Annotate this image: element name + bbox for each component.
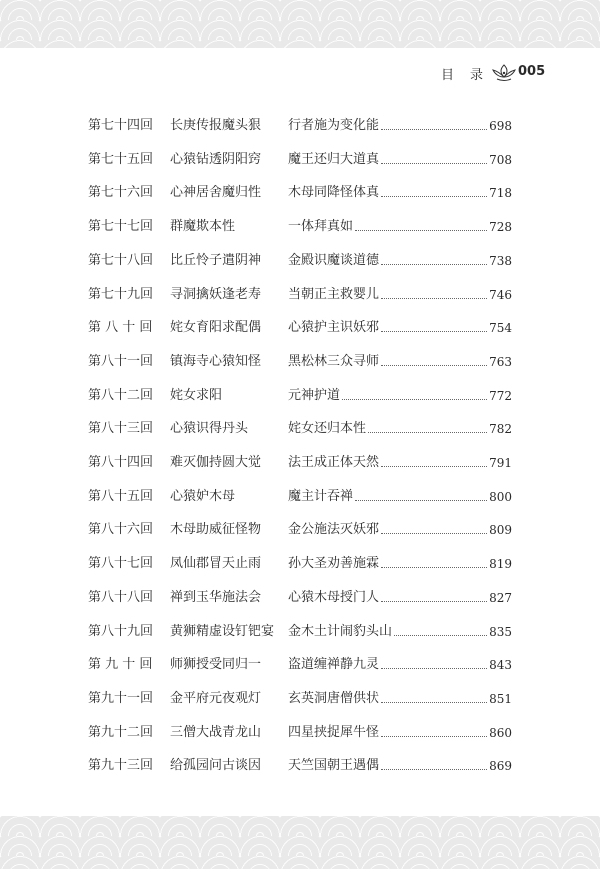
toc-dot-leader — [381, 768, 487, 770]
toc-title-first-half: 心神居舍魔归性 — [170, 185, 262, 201]
toc-row — [0, 587, 600, 609]
toc-page-number: 851 — [489, 691, 512, 706]
header-title-char-1: 目 — [441, 68, 456, 83]
toc-chapter-number: 第七十八回 — [88, 252, 154, 268]
toc-page-number: 835 — [489, 624, 512, 639]
toc-dot-leader — [381, 263, 487, 265]
toc-title-second-half: 金公施法灭妖邪 — [288, 522, 380, 538]
toc-chapter-number: 第八十七回 — [88, 556, 154, 572]
toc-chapter-number: 第八十二回 — [88, 387, 154, 403]
toc-title-first-half: 木母助威征怪物 — [170, 522, 262, 538]
toc-chapter-number: 第七十六回 — [88, 185, 154, 201]
toc-page-number: 809 — [489, 523, 512, 538]
toc-dot-leader — [381, 701, 487, 703]
page-header — [0, 64, 600, 84]
toc-chapter-number: 第九十三回 — [88, 758, 154, 774]
toc-dot-leader — [381, 330, 487, 332]
toc-title-second-half: 木母同降怪体真 — [288, 185, 380, 201]
toc-title-first-half: 金平府元夜观灯 — [170, 690, 262, 706]
toc-chapter-number: 第七十五回 — [88, 151, 154, 167]
toc-title-second-half: 金殿识魔谈道德 — [288, 252, 380, 268]
toc-page-number: 738 — [489, 253, 512, 268]
toc-page-number: 698 — [489, 119, 512, 133]
toc-dot-leader — [342, 398, 487, 400]
toc-title-second-half: 姹女还归本性 — [288, 421, 367, 437]
toc-page-number: 819 — [489, 557, 512, 572]
toc-title-second-half: 盗道缠禅静九灵 — [288, 657, 380, 673]
toc-page-number: 860 — [489, 725, 512, 740]
toc-chapter-number: 第八十四回 — [88, 455, 154, 470]
toc-title-second-half: 孙大圣劝善施霖 — [288, 556, 380, 572]
toc-title-first-half: 难灭伽持圆大觉 — [170, 455, 262, 470]
toc-row — [0, 688, 600, 710]
toc-chapter-number: 第八十六回 — [88, 522, 154, 538]
toc-row — [0, 755, 600, 777]
toc-title-second-half: 元神护道 — [288, 387, 341, 403]
toc-title-second-half: 法王成正体天然 — [288, 455, 380, 470]
toc-dot-leader — [381, 532, 487, 534]
toc-dot-leader — [381, 566, 487, 568]
toc-title-first-half: 镇海寺心猿知怪 — [170, 353, 262, 369]
toc-dot-leader — [368, 431, 487, 433]
toc-title-first-half: 心猿识得丹头 — [170, 421, 249, 437]
toc-dot-leader — [381, 735, 487, 737]
toc-chapter-number: 第九十一回 — [88, 690, 154, 706]
toc-page-number: 800 — [489, 489, 512, 504]
toc-title-first-half: 凤仙郡冒天止雨 — [170, 556, 262, 572]
toc-row — [0, 621, 600, 643]
toc-page-number: 843 — [489, 658, 512, 673]
toc-row — [0, 351, 600, 373]
toc-chapter-number: 第七十七回 — [88, 219, 154, 235]
toc-row — [0, 250, 600, 272]
toc-page-number: 782 — [489, 422, 512, 437]
toc-dot-leader — [394, 634, 487, 636]
toc-title-first-half: 寻洞擒妖逢老寿 — [170, 286, 262, 302]
toc-title-second-half: 金木土计闹豹头山 — [288, 623, 393, 639]
toc-row — [0, 722, 600, 744]
toc-dot-leader — [381, 600, 487, 602]
toc-title-first-half: 心猿妒木母 — [170, 488, 236, 504]
toc-chapter-number: 第八十五回 — [88, 488, 154, 504]
toc-row — [0, 418, 600, 440]
toc-title-first-half: 黄狮精虚设钉钯宴 — [170, 623, 275, 639]
toc-chapter-number: 第 八 十 回 — [88, 320, 153, 336]
toc-row — [0, 654, 600, 676]
toc-chapter-number: 第 九 十 回 — [88, 657, 153, 673]
toc-chapter-number: 第八十八回 — [88, 589, 154, 605]
toc-row — [0, 317, 600, 339]
decorative-wave-band-bottom — [0, 816, 600, 869]
toc-dot-leader — [381, 465, 487, 467]
toc-title-first-half: 长庚传报魔头狠 — [170, 118, 262, 133]
toc-page-number: 791 — [489, 456, 512, 470]
toc-chapter-number: 第八十一回 — [88, 353, 154, 369]
toc-title-first-half: 师狮授受同归一 — [170, 657, 262, 673]
toc-dot-leader — [381, 195, 487, 197]
toc-title-first-half: 姹女求阳 — [170, 387, 223, 403]
toc-title-second-half: 天竺国朝王遇偶 — [288, 758, 380, 774]
decorative-wave-band-top — [0, 0, 600, 48]
toc-chapter-number: 第八十三回 — [88, 421, 154, 437]
toc-page-number: 746 — [489, 287, 512, 302]
toc-dot-leader — [381, 162, 487, 164]
toc-row — [0, 216, 600, 238]
toc-title-second-half: 四星挟捉犀牛怪 — [288, 724, 380, 740]
toc-title-first-half: 群魔欺本性 — [170, 219, 236, 235]
toc-row — [0, 284, 600, 306]
toc-chapter-number: 第七十四回 — [88, 118, 154, 133]
toc-title-second-half: 玄英洞唐僧供状 — [288, 690, 380, 706]
lotus-ornament-icon — [491, 64, 517, 82]
toc-title-second-half: 当朝正主救婴儿 — [288, 286, 380, 302]
toc-page-number: 754 — [489, 321, 512, 336]
toc-page-number: 708 — [489, 152, 512, 167]
toc-title-second-half: 行者施为变化能 — [288, 118, 380, 133]
toc-row — [0, 149, 600, 171]
toc-title-first-half: 姹女育阳求配偶 — [170, 320, 262, 336]
toc-chapter-number: 第八十九回 — [88, 623, 154, 639]
toc-title-second-half: 心猿护主识妖邪 — [288, 320, 380, 336]
toc-row — [0, 486, 600, 508]
toc-row — [0, 452, 600, 474]
toc-page-number: 869 — [489, 759, 512, 774]
toc-chapter-number: 第七十九回 — [88, 286, 154, 302]
toc-page-number: 763 — [489, 354, 512, 369]
header-title-char-2: 录 — [470, 68, 484, 83]
toc-dot-leader — [381, 667, 487, 669]
toc-dot-leader — [381, 364, 487, 366]
toc-row — [0, 182, 600, 204]
toc-dot-leader — [381, 128, 487, 130]
toc-row — [0, 519, 600, 541]
toc-title-second-half: 一体拜真如 — [288, 219, 354, 235]
toc-title-second-half: 魔王还归大道真 — [288, 151, 380, 167]
toc-page-number: 728 — [489, 220, 512, 235]
toc-title-first-half: 三僧大战青龙山 — [170, 724, 262, 740]
toc-page-number: 718 — [489, 186, 512, 201]
toc-row — [0, 385, 600, 407]
toc-chapter-number: 第九十二回 — [88, 724, 154, 740]
toc-title-first-half: 比丘怜子遣阴神 — [170, 252, 262, 268]
toc-row — [0, 115, 600, 137]
toc-dot-leader — [355, 499, 487, 501]
toc-title-first-half: 给孤园问古谈因 — [170, 758, 262, 774]
toc-dot-leader — [381, 297, 487, 299]
toc-row — [0, 553, 600, 575]
toc-dot-leader — [355, 229, 487, 231]
toc-page-number: 772 — [489, 388, 512, 403]
toc-page-number: 827 — [489, 590, 512, 605]
toc-title-second-half: 心猿木母授门人 — [288, 589, 380, 605]
toc-title-second-half: 黑松林三众寻师 — [288, 353, 380, 369]
header-page-number: 005 — [518, 64, 546, 79]
toc-title-second-half: 魔主计吞禅 — [288, 488, 354, 504]
toc-title-first-half: 心猿钻透阴阳窍 — [170, 151, 262, 167]
toc-title-first-half: 禅到玉华施法会 — [170, 589, 262, 605]
